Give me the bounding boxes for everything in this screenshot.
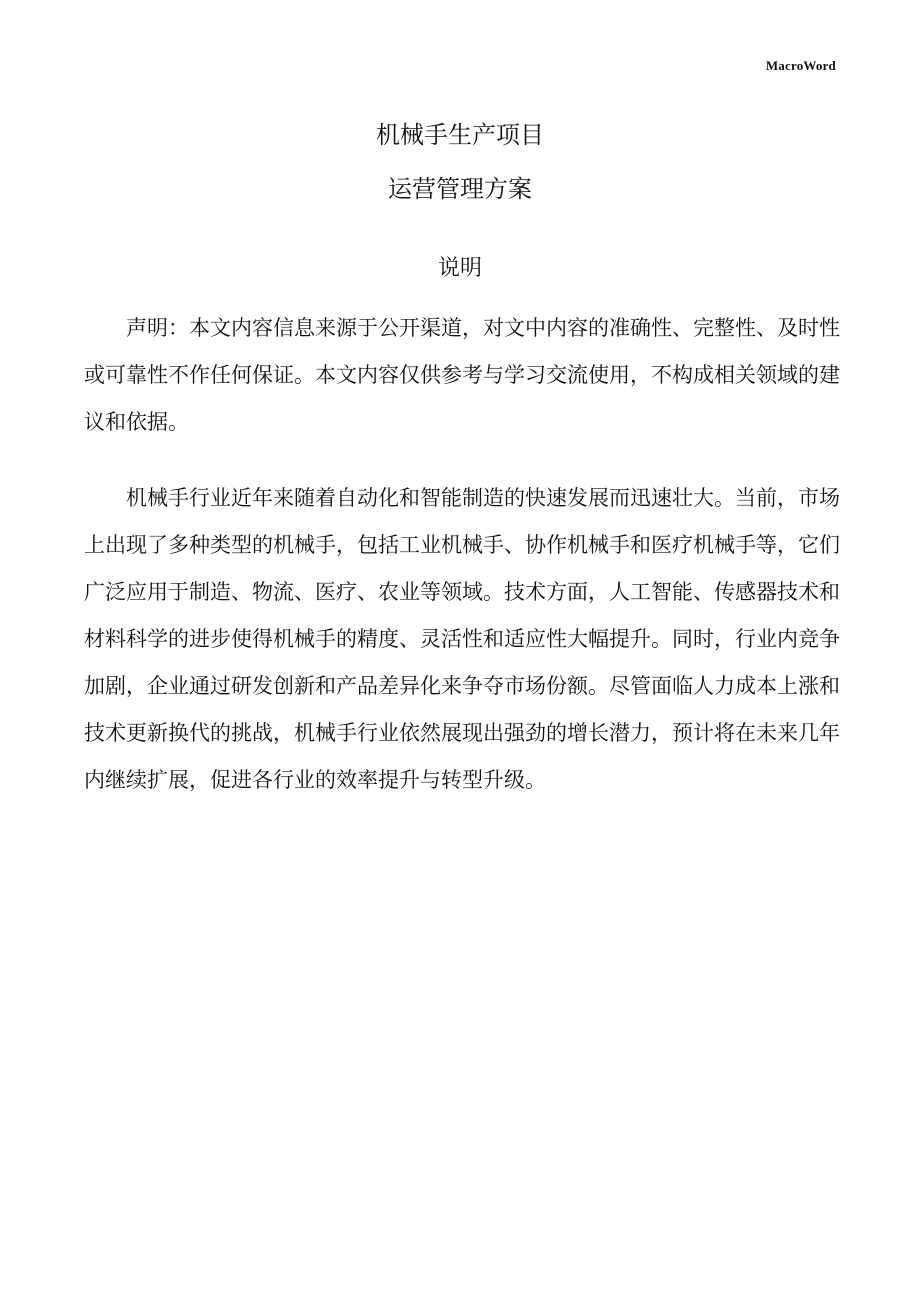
industry-overview-paragraph: 机械手行业近年来随着自动化和智能制造的快速发展而迅速壮大。当前，市场上出现了多种类型的机械手，包括工业机械手、协作机械手和医疗机械手等，它们广泛应用于制造、物流、医疗、农业等领域。技术方面，人工智能、传感器技术和材料科学的进步使得机械手的精度、灵活性和适应性大幅提升。同时，行业内竞争加剧，企业通过研发创新和产品差异化来争夺市场份额。尽管面临人力成本上涨和技术更新换代的挑战，机械手行业依然展现出强劲的增长潜力，预计将在未来几年内继续扩展，促进各行业的效率提升与转型升级。 (84, 486, 840, 792)
title-line-2: 运营管理方案 (388, 175, 532, 203)
title-line-1: 机械手生产项目 (376, 121, 544, 149)
disclaimer-paragraph: 声明：本文内容信息来源于公开渠道，对文中内容的准确性、完整性、及时性或可靠性不作任何保证。本文内容仅供参考与学习交流使用，不构成相关领域的建议和依据。 (84, 316, 840, 434)
section-heading: 说明 (437, 256, 482, 281)
document-title (0, 120, 920, 204)
header-brand: MacroWord (765, 58, 836, 73)
